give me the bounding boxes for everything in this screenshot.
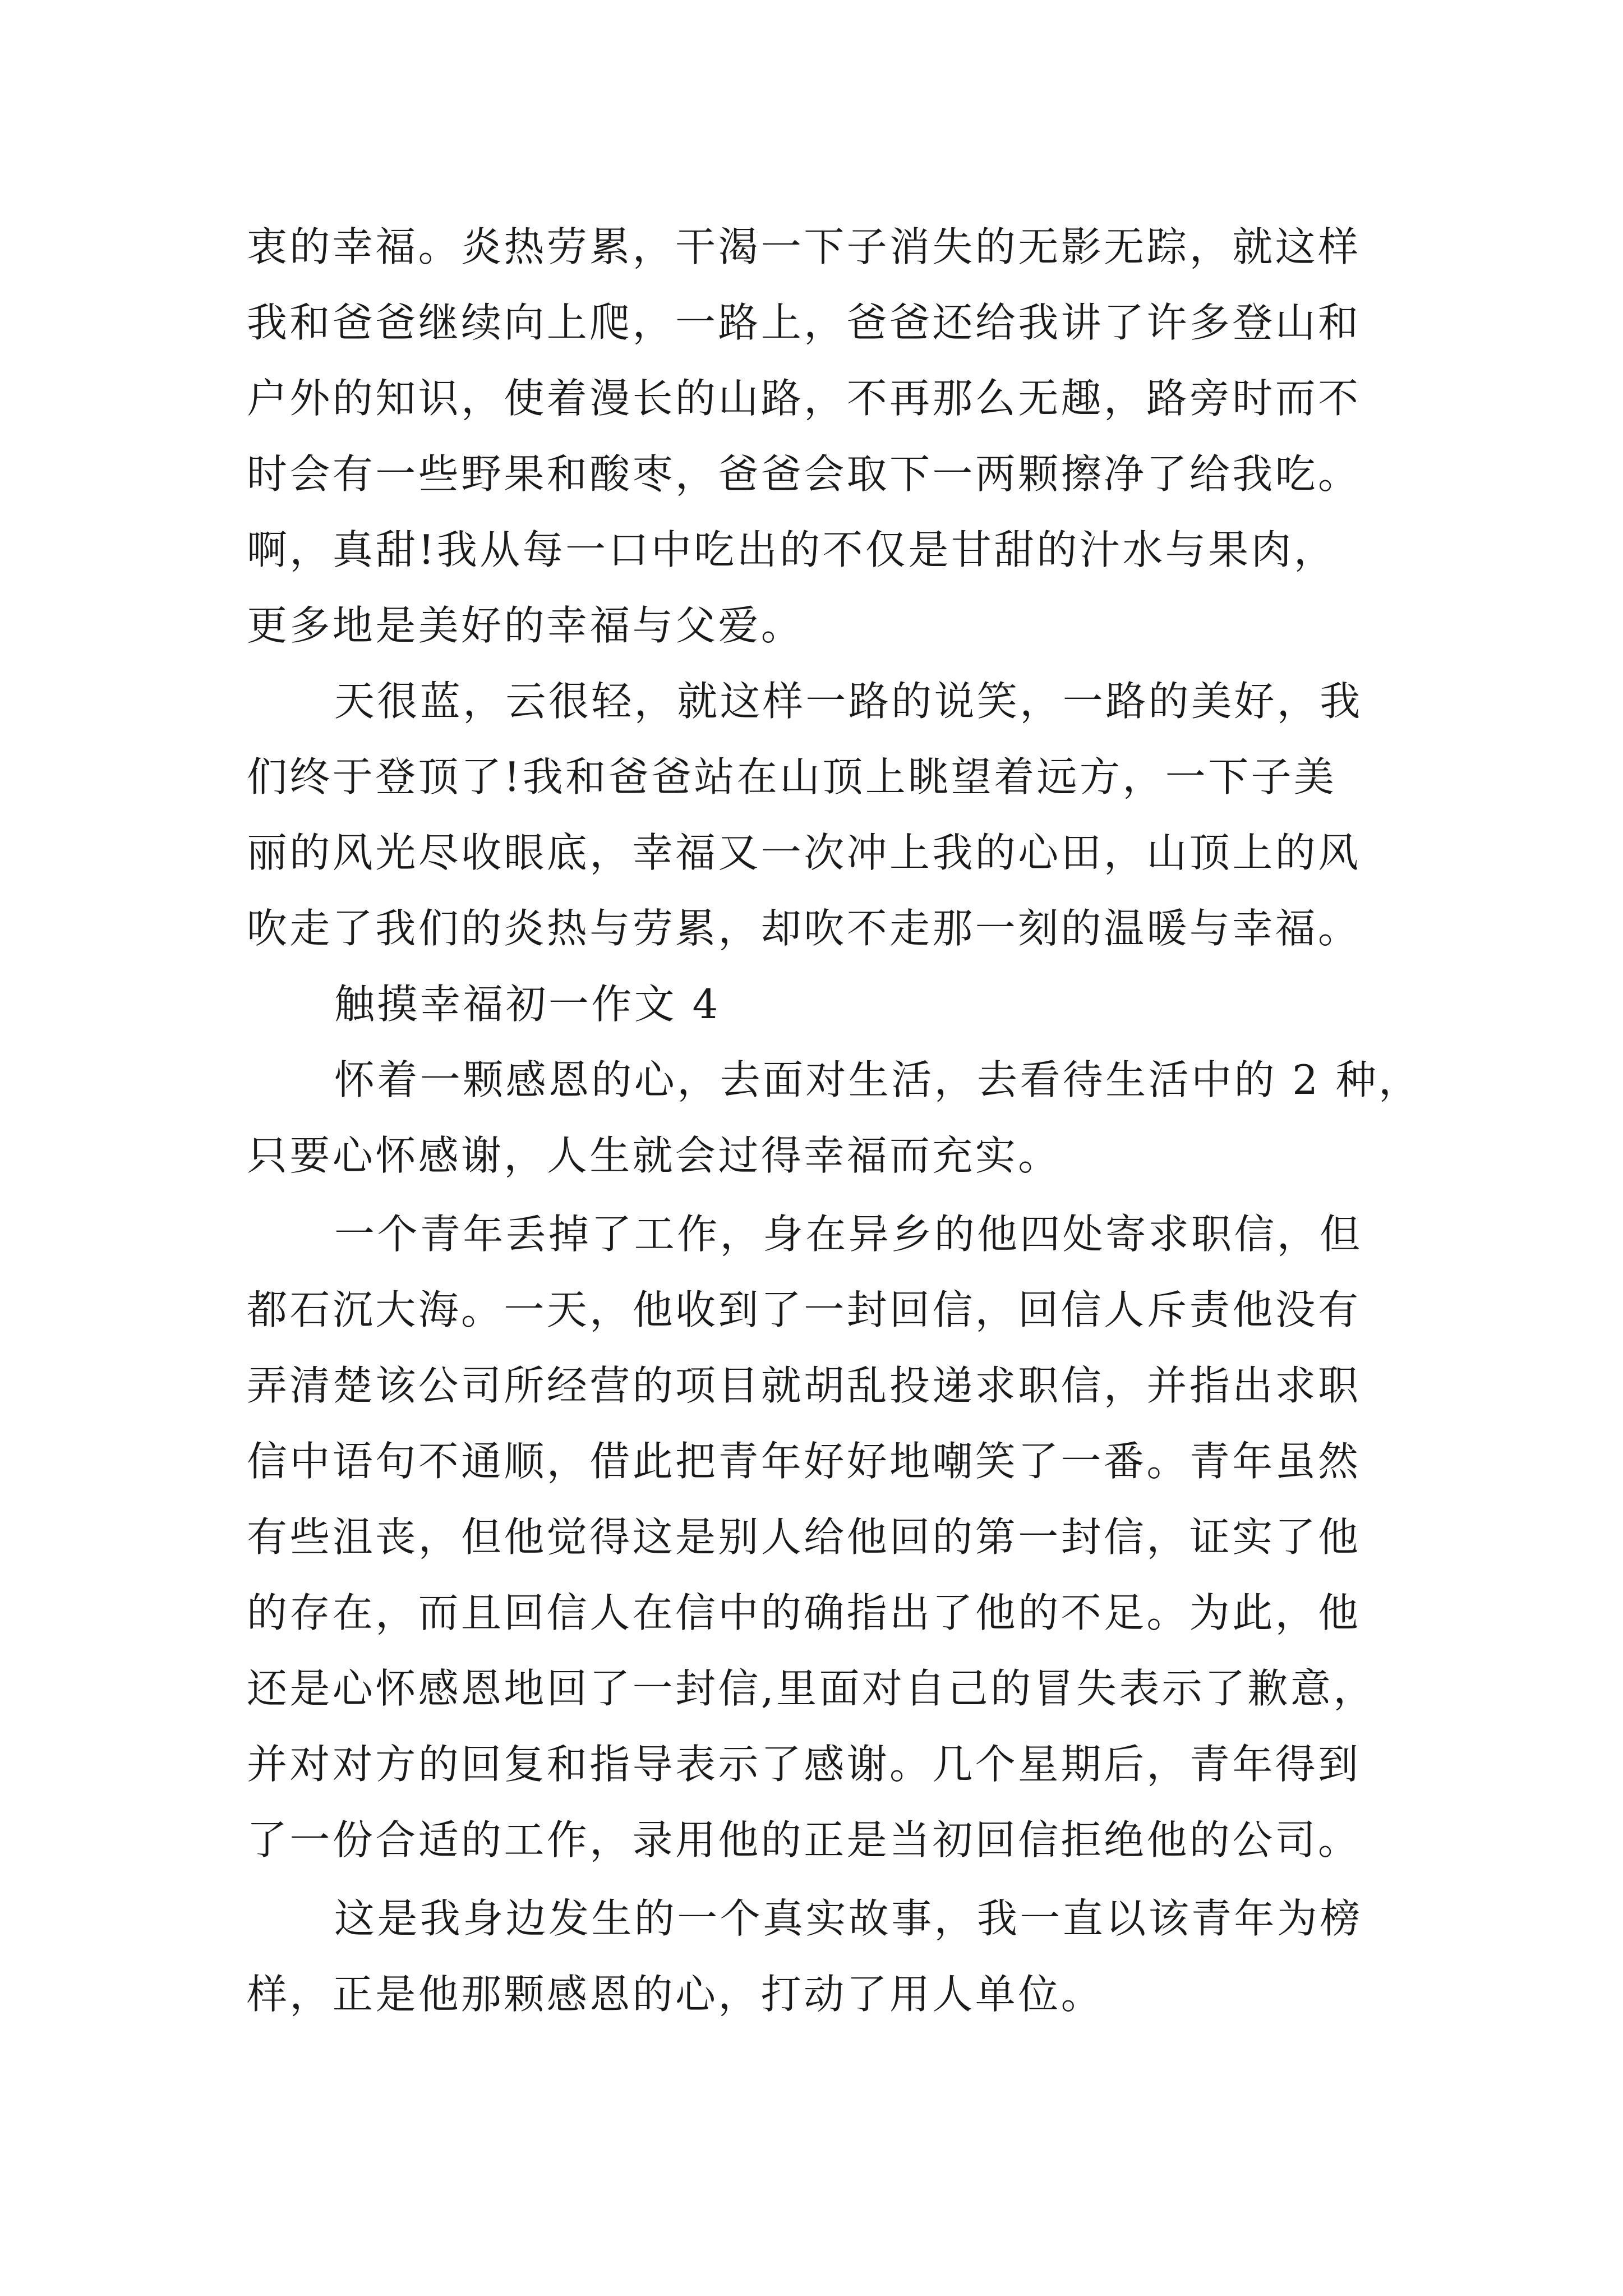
paragraph-first-line: 怀着一颗感恩的心，去面对生活，去看待生活中的 2 种， (334, 1056, 1422, 1103)
text-line: 都石沉大海。一天，他收到了一封回信，回信人斥责他没有 (247, 1286, 1361, 1333)
text-line: 了一份合适的工作，录用他的正是当初回信拒绝他的公司。 (247, 1816, 1361, 1864)
text-line: 有些沮丧，但他觉得这是别人给他回的第一封信，证实了他 (247, 1513, 1361, 1561)
paragraph-first-line: 一个青年丢掉了工作，身在异乡的他四处寄求职信，但 (334, 1211, 1363, 1258)
text-line: 更多地是美好的幸福与父爱。 (247, 602, 804, 649)
text-line: 我和爸爸继续向上爬，一路上，爸爸还给我讲了许多登山和 (247, 299, 1361, 346)
text-line: 并对对方的回复和指导表示了感谢。几个星期后，青年得到 (247, 1741, 1361, 1788)
text-line: 弄清楚该公司所经营的项目就胡乱投递求职信，并指出求职 (247, 1362, 1361, 1409)
text-line: 吹走了我们的炎热与劳累，却吹不走那一刻的温暖与幸福。 (247, 905, 1361, 952)
paragraph-first-line: 天很蓝，云很轻，就这样一路的说笑，一路的美好，我 (334, 678, 1363, 725)
paragraph-first-line: 这是我身边发生的一个真实故事，我一直以该青年为榜 (334, 1895, 1363, 1942)
text-line: 还是心怀感恩地回了一封信,里面对自己的冒失表示了歉意， (247, 1665, 1376, 1712)
text-line: 的存在，而且回信人在信中的确指出了他的不足。为此，他 (247, 1589, 1361, 1636)
section-heading: 触摸幸福初一作文 4 (334, 981, 721, 1028)
text-line: 信中语句不通顺，借此把青年好好地嘲笑了一番。青年虽然 (247, 1438, 1361, 1485)
text-line: 丽的风光尽收眼底，幸福又一次冲上我的心田，山顶上的风 (247, 829, 1361, 876)
text-line: 啊，真甜!我从每一口中吃出的不仅是甘甜的汁水与果肉， (247, 526, 1337, 573)
text-line: 样，正是他那颗感恩的心，打动了用人单位。 (247, 1971, 1104, 2018)
text-line: 们终于登顶了!我和爸爸站在山顶上眺望着远方，一下子美 (247, 753, 1337, 800)
text-line: 户外的知识，使着漫长的山路，不再那么无趣，路旁时而不 (247, 375, 1361, 422)
text-line: 衷的幸福。炎热劳累，干渴一下子消失的无影无踪，就这样 (247, 223, 1361, 270)
text-line: 时会有一些野果和酸枣，爸爸会取下一两颗擦净了给我吃。 (247, 450, 1361, 498)
text-line: 只要心怀感谢，人生就会过得幸福而充实。 (247, 1132, 1061, 1179)
